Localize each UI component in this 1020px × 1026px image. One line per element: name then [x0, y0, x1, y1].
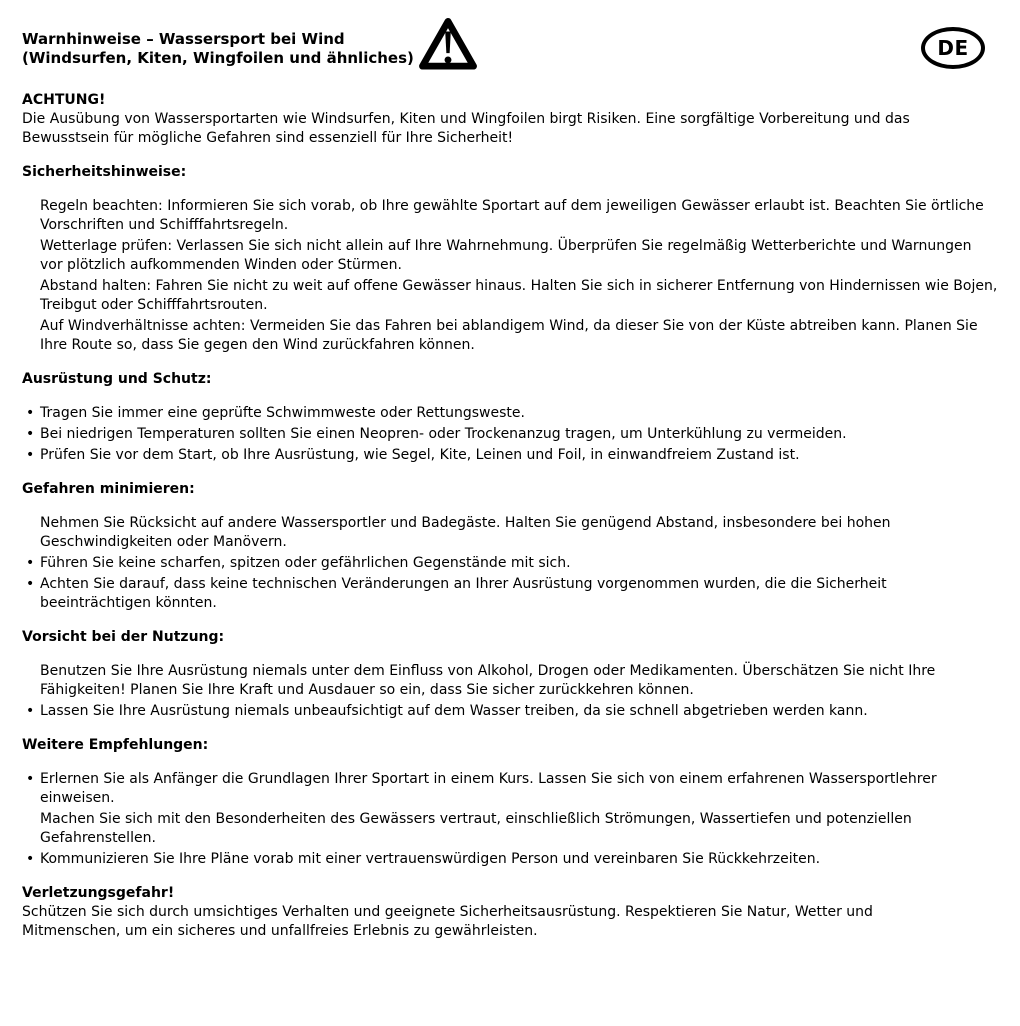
list-item-text: Tragen Sie immer eine geprüfte Schwimmweste oder Rettungsweste.	[40, 405, 525, 421]
list-item-text: Wetterlage prüfen: Verlassen Sie sich nicht allein auf Ihre Wahrnehmung. Überprüfen Sie regelmäßig Wetterberichte und Warnungen vor plötzlich aufkommenden Winden oder Stürmen.	[40, 238, 972, 273]
bullet-icon: •	[26, 405, 35, 421]
ausruestung-list	[22, 404, 1010, 465]
section-heading-gefahren: Gefahren minimieren:	[22, 481, 195, 497]
section-achtung	[22, 91, 1010, 148]
bullet-icon: •	[26, 555, 35, 571]
list-item-text: Erlernen Sie als Anfänger die Grundlagen Ihrer Sportart in einem Kurs. Lassen Sie sich von einem erfahrenen Wassersportlehrer einweisen.	[40, 771, 937, 806]
list-item	[22, 237, 1010, 275]
list-item	[22, 662, 1010, 700]
list-item	[22, 770, 1010, 808]
bullet-icon: •	[26, 851, 35, 867]
section-heading-sicherheitshinweise: Sicherheitshinweise:	[22, 164, 187, 180]
vorsicht-list	[22, 662, 1010, 721]
bullet-icon: •	[26, 771, 35, 787]
section-ausruestung	[22, 370, 1010, 465]
list-item	[22, 317, 1010, 355]
list-item-text: Auf Windverhältnisse achten: Vermeiden Sie das Fahren bei ablandigem Wind, da dieser Sie von der Küste abtreiben kann. Planen Sie Ihre Route so, dass Sie gegen den Wind zurückfahren können.	[40, 318, 978, 353]
list-item-text: Nehmen Sie Rücksicht auf andere Wassersportler und Badegäste. Halten Sie genügend Abstand, insbesondere bei hohen Geschwindigkeiten oder Manövern.	[40, 515, 891, 550]
list-item-text: Lassen Sie Ihre Ausrüstung niemals unbeaufsichtigt auf dem Wasser treiben, da sie schnell abgetrieben werden kann.	[40, 703, 868, 719]
section-heading-empfehlungen: Weitere Empfehlungen:	[22, 737, 209, 753]
list-item	[22, 514, 1010, 552]
list-item-text: Benutzen Sie Ihre Ausrüstung niemals unter dem Einfluss von Alkohol, Drogen oder Medikamenten. Überschätzen Sie nicht Ihre Fähigkeiten! Planen Sie Ihre Kraft und Ausdauer so ein, dass Sie sicher zurückkehren können.	[40, 663, 936, 698]
title-line-1: Warnhinweise – Wassersport bei Wind	[22, 30, 345, 48]
list-item-text: Prüfen Sie vor dem Start, ob Ihre Ausrüstung, wie Segel, Kite, Leinen und Foil, in einwandfreiem Zustand ist.	[40, 447, 800, 463]
section-sicherheitshinweise	[22, 163, 1010, 355]
bullet-icon: •	[26, 426, 35, 442]
list-item-text: Achten Sie darauf, dass keine technischen Veränderungen an Ihrer Ausrüstung vorgenommen wurden, die die Sicherheit beeinträchtigen könnten.	[40, 576, 887, 611]
list-item	[22, 446, 1010, 465]
list-item	[22, 554, 1010, 573]
warning-triangle-icon	[419, 17, 477, 71]
section-body-achtung: Die Ausübung von Wassersportarten wie Windsurfen, Kiten und Wingfoilen birgt Risiken. Eine sorgfältige Vorbereitung und das Bewusstsein für mögliche Gefahren sind essenziell für Ihre Sicherheit!	[22, 111, 910, 146]
document-header	[22, 30, 1010, 71]
gefahren-list	[22, 514, 1010, 613]
sicherheitshinweise-list	[22, 197, 1010, 355]
section-body-verletzungsgefahr: Schützen Sie sich durch umsichtiges Verhalten und geeignete Sicherheitsausrüstung. Respektieren Sie Natur, Wetter und Mitmenschen, um ein sicheres und unfallfreies Erlebnis zu gewährleisten.	[22, 904, 873, 939]
list-item	[22, 404, 1010, 423]
list-item-text: Kommunizieren Sie Ihre Pläne vorab mit einer vertrauenswürdigen Person und vereinbaren Sie Rückkehrzeiten.	[40, 851, 821, 867]
list-item	[22, 810, 1010, 848]
section-heading-verletzungsgefahr: Verletzungsgefahr!	[22, 885, 175, 901]
list-item-text: Abstand halten: Fahren Sie nicht zu weit auf offene Gewässer hinaus. Halten Sie sich in sicherer Entfernung von Hindernissen wie Bojen, Treibgut oder Schifffahrtsrouten.	[40, 278, 998, 313]
list-item	[22, 702, 1010, 721]
list-item-text: Regeln beachten: Informieren Sie sich vorab, ob Ihre gewählte Sportart auf dem jeweiligen Gewässer erlaubt ist. Beachten Sie örtliche Vorschriften und Schifffahrtsregeln.	[40, 198, 984, 233]
list-item	[22, 575, 1010, 613]
section-vorsicht	[22, 628, 1010, 721]
list-item	[22, 197, 1010, 235]
list-item-text: Führen Sie keine scharfen, spitzen oder gefährlichen Gegenstände mit sich.	[40, 555, 571, 571]
page-title	[22, 30, 414, 67]
language-badge-text: DE	[937, 36, 969, 60]
list-item-text: Bei niedrigen Temperaturen sollten Sie einen Neopren- oder Trockenanzug tragen, um Unterkühlung zu vermeiden.	[40, 426, 847, 442]
section-gefahren	[22, 480, 1010, 613]
section-heading-vorsicht: Vorsicht bei der Nutzung:	[22, 629, 225, 645]
section-verletzungsgefahr	[22, 884, 1010, 941]
title-line-2: (Windsurfen, Kiten, Wingfoilen und ähnliches)	[22, 48, 414, 67]
empfehlungen-list	[22, 770, 1010, 869]
section-heading-ausruestung: Ausrüstung und Schutz:	[22, 371, 212, 387]
list-item	[22, 277, 1010, 315]
list-item	[22, 425, 1010, 444]
list-item	[22, 850, 1010, 869]
bullet-icon: •	[26, 447, 35, 463]
language-badge	[921, 27, 985, 69]
section-empfehlungen	[22, 736, 1010, 869]
list-item-text: Machen Sie sich mit den Besonderheiten des Gewässers vertraut, einschließlich Strömungen, Wassertiefen und potenziellen Gefahrenstellen.	[40, 811, 912, 846]
bullet-icon: •	[26, 703, 35, 719]
bullet-icon: •	[26, 576, 35, 592]
section-heading-achtung: ACHTUNG!	[22, 92, 106, 108]
